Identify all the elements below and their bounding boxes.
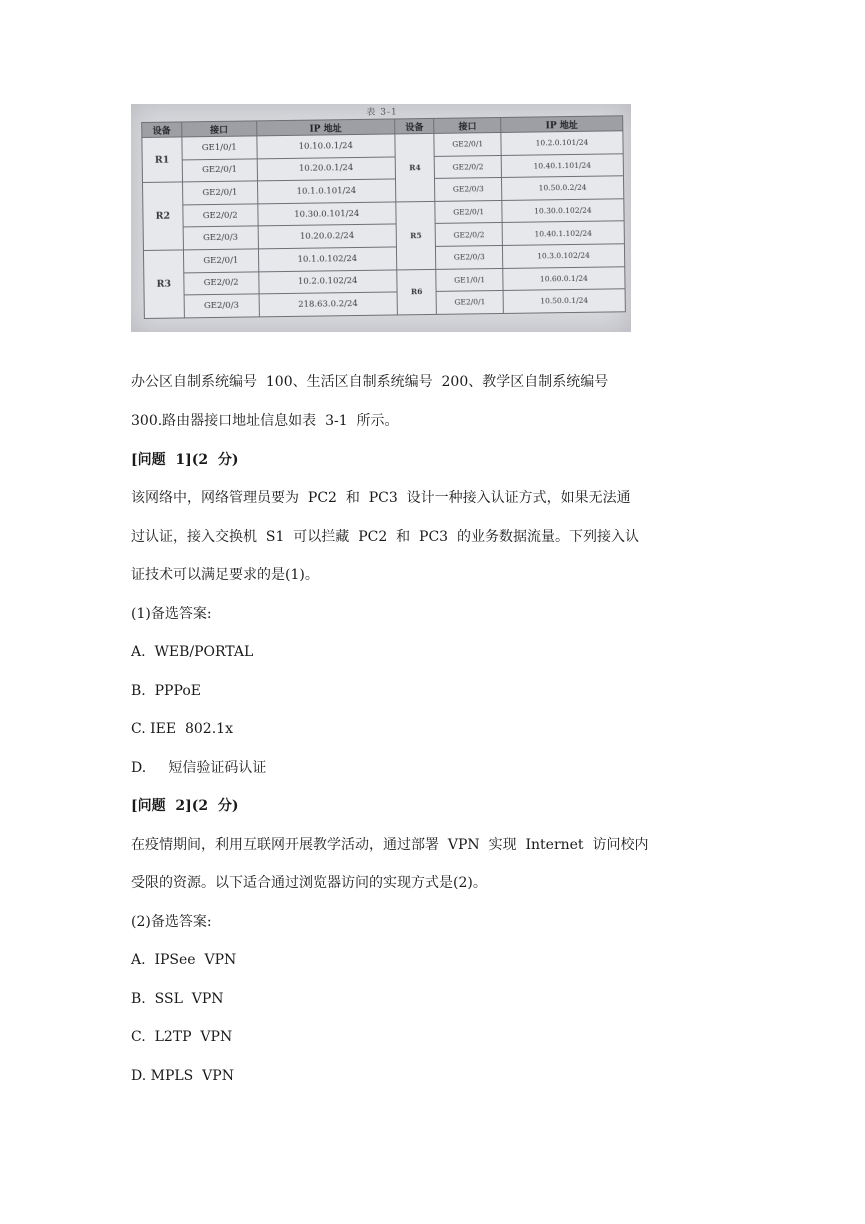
question-2-text-1: 在疫情期间，利用互联网开展教学活动，通过部署 VPN 实现 Internet 访问校内 <box>131 837 649 853</box>
ip-address-cell: 10.40.1.101/24 <box>501 153 623 177</box>
ip-address-cell: 10.50.0.1/24 <box>503 289 625 313</box>
ip-address-cell: 10.20.0.2/24 <box>258 224 396 249</box>
interface-cell: GE1/0/1 <box>436 268 503 292</box>
header-device-right: 设备 <box>394 118 434 134</box>
question-2-options-label: (2)备选答案: <box>131 914 212 930</box>
intro-line-1: 办公区自制系统编号 100、生活区自制系统编号 200、教学区自制系统编号 <box>131 374 609 390</box>
device-cell: R3 <box>143 250 184 318</box>
ip-address-cell: 10.30.0.102/24 <box>502 199 624 223</box>
question-2-option-b: B. SSL VPN <box>131 991 224 1007</box>
interface-cell: GE2/0/1 <box>182 158 257 182</box>
ip-address-cell: 218.63.0.2/24 <box>259 292 397 317</box>
question-1-option-d: D. 短信验证码认证 <box>131 760 267 776</box>
interface-cell: GE2/0/2 <box>435 155 502 179</box>
interface-cell: GE2/0/1 <box>435 200 502 224</box>
question-1-option-c: C. IEE 802.1x <box>131 721 233 737</box>
ip-address-cell: 10.40.1.102/24 <box>502 221 624 245</box>
question-1-text-1: 该网络中，网络管理员要为 PC2 和 PC3 设计一种接入认证方式，如果无法通 <box>131 490 631 506</box>
device-cell: R4 <box>395 133 436 201</box>
question-2-option-d: D. MPLS VPN <box>131 1068 234 1084</box>
header-device-left: 设备 <box>142 122 182 138</box>
device-cell: R1 <box>142 137 182 183</box>
device-cell: R6 <box>397 269 437 315</box>
header-ip-left: IP 地址 <box>256 119 394 136</box>
table-photo-content <box>141 104 626 319</box>
device-cell: R5 <box>396 201 437 269</box>
ip-address-cell: 10.50.0.2/24 <box>501 176 623 200</box>
ip-address-cell: 10.60.0.1/24 <box>503 266 625 290</box>
ip-address-cell: 10.3.0.102/24 <box>502 244 624 268</box>
question-1-text-2: 过认证，接入交换机 S1 可以拦藏 PC2 和 PC3 的业务数据流量。下列接入认 <box>131 529 639 545</box>
table-photo <box>131 104 631 332</box>
question-2-heading: [问题 2](2 分) <box>131 798 239 814</box>
intro-line-2: 300.路由器接口地址信息如表 3-1 所示。 <box>131 413 399 429</box>
interface-cell: GE2/0/1 <box>437 291 504 315</box>
ip-address-cell: 10.20.0.1/24 <box>257 157 395 182</box>
header-ip-right: IP 地址 <box>501 116 623 133</box>
interface-cell: GE2/0/3 <box>435 178 502 202</box>
interface-cell: GE2/0/2 <box>436 223 503 247</box>
interface-cell: GE2/0/2 <box>183 204 258 228</box>
device-cell: R2 <box>143 182 184 250</box>
interface-cell: GE2/0/3 <box>184 294 259 318</box>
ip-address-cell: 10.1.0.102/24 <box>258 247 396 272</box>
header-interface-left: 接口 <box>181 121 256 137</box>
question-1-options-label: (1)备选答案: <box>131 606 212 622</box>
table-caption: 表 3-1 <box>366 107 398 118</box>
ip-address-table <box>141 115 626 318</box>
interface-cell: GE1/0/1 <box>182 136 257 160</box>
ip-address-cell: 10.1.0.101/24 <box>257 179 395 204</box>
question-2-option-a: A. IPSee VPN <box>131 952 237 968</box>
question-1-option-a: A. WEB/PORTAL <box>131 644 254 660</box>
question-1-option-b: B. PPPoE <box>131 683 201 699</box>
interface-cell: GE2/0/1 <box>182 181 257 205</box>
question-1-heading: [问题 1](2 分) <box>131 452 239 468</box>
question-1-text-3: 证技术可以满足要求的是(1)。 <box>131 567 319 583</box>
interface-cell: GE2/0/1 <box>183 249 258 273</box>
header-interface-right: 接口 <box>434 117 501 133</box>
ip-address-cell: 10.30.0.101/24 <box>258 202 396 227</box>
interface-cell: GE2/0/3 <box>183 226 258 250</box>
ip-address-cell: 10.10.0.1/24 <box>257 134 395 159</box>
interface-cell: GE2/0/1 <box>434 132 501 156</box>
question-2-text-2: 受限的资源。以下适合通过浏览器访问的实现方式是(2)。 <box>131 875 487 891</box>
interface-cell: GE2/0/2 <box>183 271 258 295</box>
ip-address-cell: 10.2.0.102/24 <box>259 270 397 295</box>
interface-cell: GE2/0/3 <box>436 245 503 269</box>
table-body <box>142 131 625 318</box>
ip-address-cell: 10.2.0.101/24 <box>501 131 623 155</box>
question-2-option-c: C. L2TP VPN <box>131 1029 233 1045</box>
